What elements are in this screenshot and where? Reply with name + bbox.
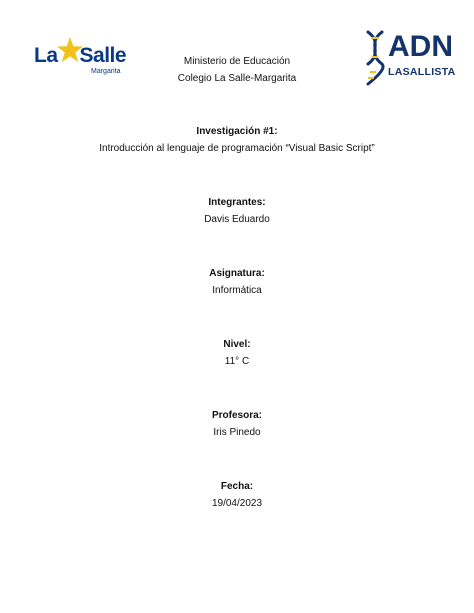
members-value: Davis Eduardo (204, 214, 270, 225)
logo-adn-subtitle: LASALLISTA (388, 66, 456, 78)
logo-brand-salle: Salle (79, 44, 127, 67)
level-value: 11° C (224, 356, 250, 367)
logo-subtitle: Margarita (91, 68, 121, 75)
teacher-value: Iris Pinedo (213, 427, 261, 438)
logo-adn-title: ADN (388, 30, 453, 63)
logo-brand-la: La (34, 44, 58, 67)
level-label: Nivel: (223, 339, 251, 350)
subject-value: Informática (212, 285, 262, 296)
school-text: Colegio La Salle-Margarita (177, 73, 297, 84)
date-value: 19/04/2023 (211, 498, 263, 509)
subject-label: Asignatura: (209, 268, 265, 279)
members-label: Integrantes: (208, 197, 266, 208)
investigation-label: Investigación #1: (196, 126, 278, 137)
investigation-title: Introducción al lenguaje de programación “Visual Basic Script” (99, 143, 375, 154)
date-label: Fecha: (220, 481, 254, 492)
ministry-text: Ministerio de Educación (183, 56, 291, 67)
teacher-label: Profesora: (211, 410, 262, 421)
